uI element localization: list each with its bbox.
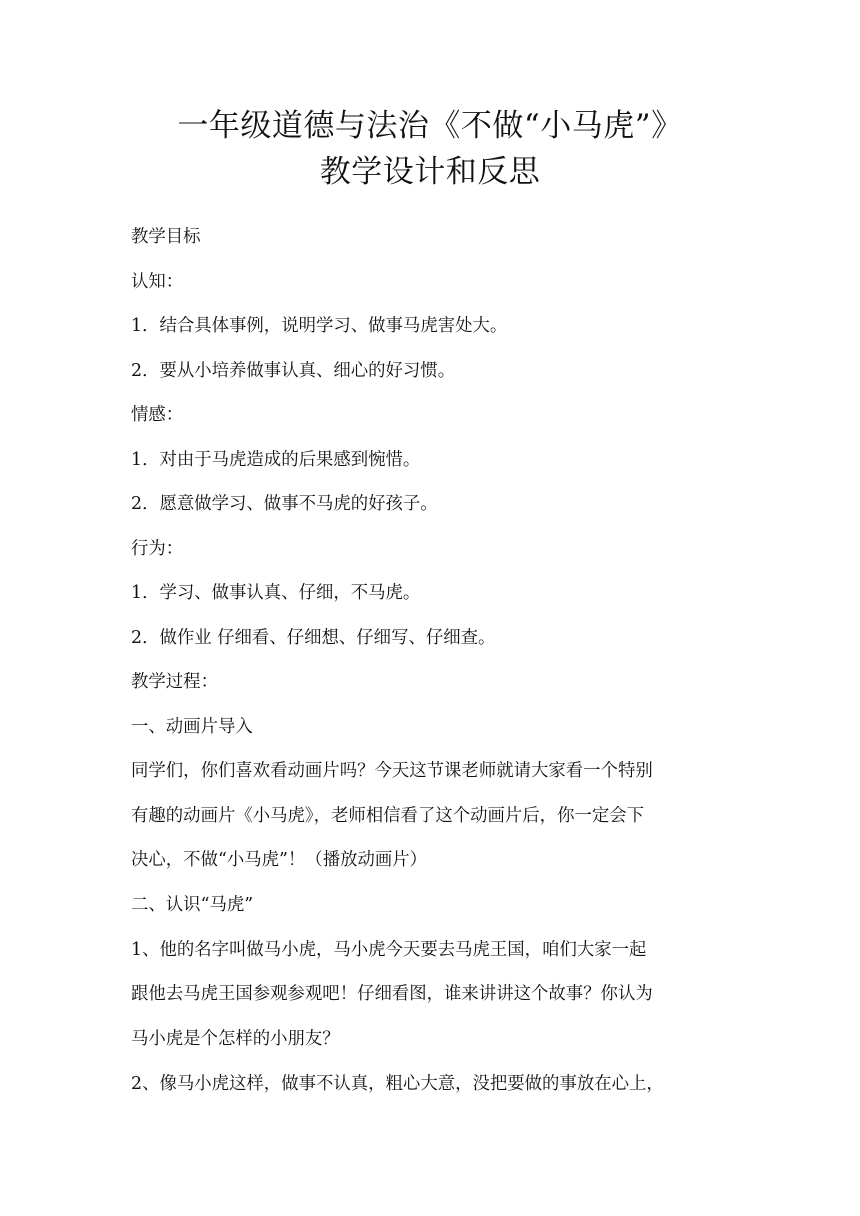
part1-paragraph xyxy=(131,749,731,883)
paragraph-line: 同学们，你们喜欢看动画片吗？今天这节课老师就请大家看一个特别 xyxy=(131,761,653,781)
cognition-heading: 认知： xyxy=(131,271,184,292)
paragraph-line: 跟他去马虎王国参观参观吧！仔细看图，谁来讲讲这个故事？你认为 xyxy=(131,984,653,1004)
cognition-item-2: 2．要从小培养做事认真、细心的好习惯。 xyxy=(131,360,456,381)
behavior-item-1: 1．学习、做事认真、仔细，不马虎。 xyxy=(131,583,421,603)
document-body xyxy=(131,224,731,1116)
title-line-1: 一年级道德与法治《不做“小马虎”》 xyxy=(177,108,683,144)
emotion-heading: 情感： xyxy=(131,405,184,425)
part1-heading: 一、动画片导入 xyxy=(131,716,253,737)
paragraph-line: 决心，不做“小马虎”！（播放动画片） xyxy=(131,850,428,870)
emotion-item-2: 2．愿意做学习、做事不马虎的好孩子。 xyxy=(131,494,438,514)
document-title xyxy=(0,103,860,195)
behavior-item-2: 2．做作业 仔细看、仔细想、仔细写、仔细查。 xyxy=(131,627,496,648)
part2-heading: 二、认识“马虎” xyxy=(131,895,254,915)
goals-heading: 教学目标 xyxy=(131,227,201,247)
title-line-2: 教学设计和反思 xyxy=(319,154,541,190)
part2-paragraph-1 xyxy=(131,928,731,1062)
process-heading: 教学过程： xyxy=(131,672,218,692)
part2-paragraph-2 xyxy=(131,1062,731,1107)
cognition-item-1: 1．结合具体事例，说明学习、做事马虎害处大。 xyxy=(131,316,508,336)
paragraph-line: 1、他的名字叫做马小虎，马小虎今天要去马虎王国，咱们大家一起 xyxy=(131,939,647,960)
emotion-item-1: 1．对由于马虎造成的后果感到惋惜。 xyxy=(131,449,421,470)
paragraph-line: 2、像马小虎这样，做事不认真，粗心大意，没把要做的事放在心上， xyxy=(131,1073,664,1094)
behavior-heading: 行为： xyxy=(131,538,184,559)
paragraph-line: 有趣的动画片《小马虎》，老师相信看了这个动画片后，你一定会下 xyxy=(131,805,645,826)
paragraph-line: 马小虎是个怎样的小朋友？ xyxy=(131,1028,340,1049)
